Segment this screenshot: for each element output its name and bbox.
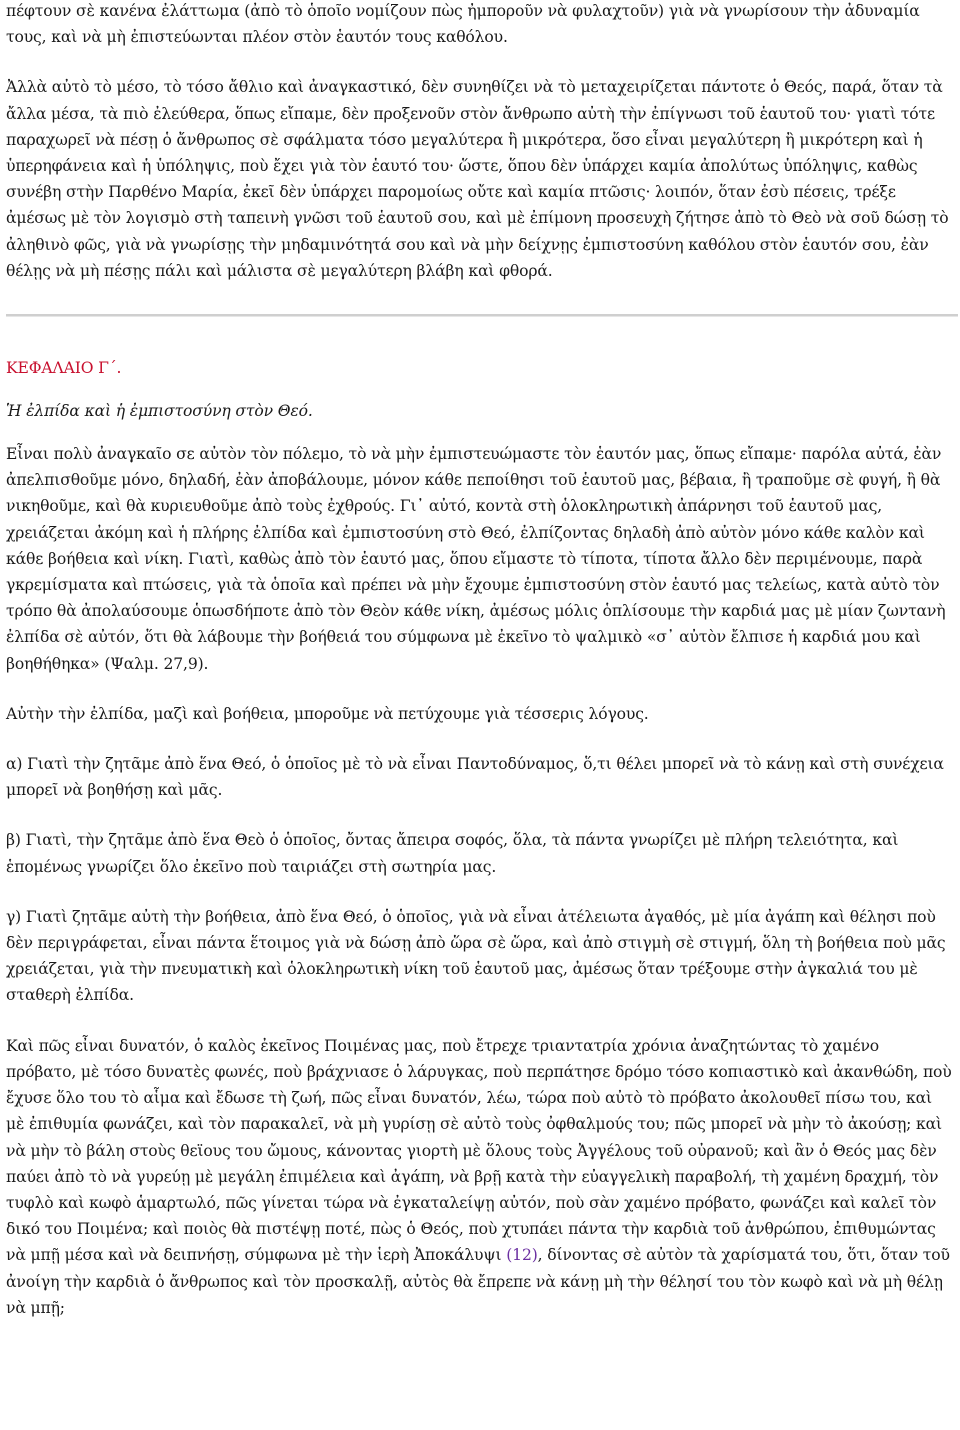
chapter-heading: ΚΕΦΑΛΑΙΟ Γ΄.	[6, 359, 122, 378]
reason-b: β) Γιατὶ, τὴν ζητᾶμε ἀπὸ ἕνα Θεὸ ὁ ὁποῖος, ὄντας ἄπειρα σοφός, ὅλα, τὰ πάντα γνωρίζει μὲ πλήρη τελειότητα, καὶ ἑπομένως γνωρίζει ὅλο ἐκεῖνο ποὺ ταιριάζει στὴ σωτηρία μας.	[6, 831, 899, 876]
paragraph-four-reasons: Αὐτὴν τὴν ἐλπίδα, μαζὶ καὶ βοήθεια, μποροῦμε νὰ πετύχουμε γιὰ τέσσερις λόγους.	[6, 704, 649, 723]
shepherd-text-end: , δίνοντας σὲ αὐτὸν τὰ χαρίσματά του, ὅτι, ὅταν τοῦ ἀνοίγη τὴν καρδιὰ ὁ ἄνθρωπος καὶ τὸν προσκαλῇ, αὐτὸς θὰ ἔπρεπε νὰ κάνῃ μὴ τὴν θέλησί του τὸν κωφὸ καὶ νὰ μὴ θέλῃ νὰ μπῇ;	[6, 1246, 950, 1317]
reason-c: γ) Γιατὶ ζητᾶμε αὐτὴ τὴν βοήθεια, ἀπὸ ἕνα Θεό, ὁ ὁποῖος, γιὰ νὰ εἶναι ἀτέλειωτα ἀγαθός, μὲ μία ἀγάπη καὶ θέλησι ποὺ δὲν περιγράφεται, εἶναι πάντα ἕτοιμος γιὰ νὰ δώσῃ ἀπὸ ὥρα σὲ ὥρα, καὶ ἀπὸ στιγμὴ σὲ στιγμή, ὅλη τὴ βοήθεια ποὺ μᾶς χρειάζεται, γιὰ τὴν πνευματικὴ καὶ ὁλοκληρωτικὴ νίκη τοῦ ἑαυτοῦ μας, ἀμέσως ὅταν τρέξουμε στὴν ἀγκαλιά του μὲ σταθερὴ ἐλπίδα.	[6, 907, 946, 1005]
paragraph-good-shepherd	[6, 1033, 952, 1321]
section-divider	[6, 314, 958, 317]
footnote-link-12[interactable]: (12)	[506, 1246, 538, 1265]
shepherd-text-start: Καὶ πῶς εἶναι δυνατόν, ὁ καλὸς ἐκεῖνος Ποιμένας μας, ποὺ ἔτρεχε τριαντατρία χρόνια ἀναζητώντας τὸ χαμένο πρόβατο, μὲ τόσο δυνατὲς φωνές, ποὺ βράχνιασε ὁ λάρυγκας, ποὺ περπάτησε δρόμο τόσο κοπιαστικὸ καὶ ἀκανθώδη, ποὺ ἔχυσε ὅλο του τὸ αἷμα καὶ ἔδωσε τὴ ζωή, πῶς εἶναι δυνατόν, λέω, τώρα ποὺ αὐτὸ τὸ πρόβατο ἀκολουθεῖ πίσω του, καὶ μὲ ἐπιθυμία φωνάζει, καὶ τὸν παρακαλεῖ, νὰ μὴ γυρίσῃ σὲ αὐτὸ τοὺς ὀφθαλμούς του; πῶς μπορεῖ νὰ μὴν τὸ ἀκούσῃ; καὶ νὰ μὴν τὸ βάλη στοὺς θεϊους του ὤμους, κάνοντας γιορτὴ μὲ ὅλους τοὺς Ἀγγέλους τοῦ οὐρανοῦ; καὶ ἂν ὁ Θεός μας δὲν παύει ἀπὸ τὸ νὰ γυρεύῃ μὲ μεγάλη ἐπιμέλεια καὶ ἀγάπη, νὰ βρῇ κατὰ τὴν εὐαγγελικὴ παραβολή, τὴ χαμένη δραχμή, τὸν τυφλὸ καὶ κωφὸ ἁμαρτωλό, πῶς γίνεται τώρα νὰ ἐγκαταλείψῃ αὐτόν, ποὺ σὰν χαμένο πρόβατο, φωνάζει καὶ καλεῖ τὸν δικό του Ποιμένα; καὶ ποιὸς θὰ πιστέψῃ ποτέ, πὼς ὁ Θεός, ποὺ χτυπάει πάντα τὴν καρδιὰ τοῦ ἀνθρώπου, ἐπιθυμώντας νὰ μπῇ μέσα καὶ νὰ δειπνήσῃ, σύμφωνα μὲ τὴν ἱερὴ Ἀποκάλυψι	[6, 1036, 952, 1265]
paragraph-hope-necessity: Εἶναι πολὺ ἀναγκαῖο σε αὐτὸν τὸν πόλεμο, τὸ νὰ μὴν ἐμπιστευώμαστε τὸν ἑαυτόν μας, ὅπως εἴπαμε· παρόλα αὐτά, ἐὰν ἀπελπισθοῦμε μόνο, δηλαδή, ἐὰν ἀποβάλουμε, μόνον κάθε πεποίθησι τοῦ ἑαυτοῦ μας, βέβαια, ἢ τραποῦμε σὲ φυγή, ἢ θὰ νικηθοῦμε, καὶ θὰ κυριευθοῦμε ἀπὸ τοὺς ἐχθρούς. Γι᾽ αὐτό, κοντὰ στὴ ὁλοκληρωτικὴ ἀπάρνησι τοῦ ἑαυτοῦ μας, χρειάζεται ἀκόμη καὶ ἡ πλήρης ἐλπίδα καὶ ἐμπιστοσύνη στὸ Θεό, ἐλπίζοντας δηλαδὴ ἀπὸ αὐτὸν μόνο κάθε καλὸν καὶ κάθε βοήθεια καὶ νίκη. Γιατὶ, καθὼς ἀπὸ τὸν ἑαυτό μας, ὅπου εἴμαστε τὸ τίποτα, τίποτα ἄλλο δὲν περιμένουμε, παρὰ γκρεμίσματα καὶ πτώσεις, γιὰ τὰ ὁποῖα καὶ πρέπει νὰ μὴν ἔχουμε ἐμπιστοσύνη στὸν ἑαυτό μας τελείως, κατὰ αὐτὸ τὸν τρόπο θὰ ἀπολαύσουμε ὁπωσδήποτε ἀπὸ τὸν Θεὸν κάθε νίκη, ἀμέσως μόλις ὁπλίσουμε τὴν καρδιά μας μὲ μίαν ζωντανὴ ἐλπίδα σὲ αὐτόν, ὅτι θὰ λάβουμε τὴν βοήθειά του σύμφωνα μὲ ἐκεῖνο τὸ ψαλμικὸ «σ᾽ αὐτὸν ἔλπισε ἡ καρδιά μου καὶ βοηθήθηκα» (Ψαλμ. 27,9).	[6, 445, 946, 673]
reason-a: α) Γιατὶ τὴν ζητᾶμε ἀπὸ ἕνα Θεό, ὁ ὁποῖος μὲ τὸ νὰ εἶναι Παντοδύναμος, ὅ,τι θέλει μπορεῖ νὰ τὸ κάνῃ καὶ στὴ συνέχεια μπορεῖ νὰ βοηθήσῃ καὶ μᾶς.	[6, 755, 944, 800]
paragraph-top: πέφτουν σὲ κανένα ἐλάττωμα (ἀπὸ τὸ ὁποῖο νομίζουν πὼς ἠμποροῦν νὰ φυλαχτοῦν) γιὰ νὰ γνωρίσουν τὴν ἀδυναμία τους, καὶ νὰ μὴ ἐπιστεύωνται πλέον στὸν ἑαυτόν τους καθόλου.	[6, 2, 920, 47]
paragraph-means-of-fall: Ἀλλὰ αὐτὸ τὸ μέσο, τὸ τόσο ἄθλιο καὶ ἀναγκαστικό, δὲν συνηθίζει νὰ τὸ μεταχειρίζεται πάντοτε ὁ Θεός, παρά, ὅταν τὰ ἄλλα μέσα, τὰ πιὸ ἐλεύθερα, ὅπως εἴπαμε, δὲν προξενοῦν στὸν ἄνθρωπο αὐτὴ τὴν ἐπίγνωσι τοῦ ἑαυτοῦ του· γιατὶ τότε παραχωρεῖ νὰ πέσῃ ὁ ἄνθρωπος σὲ σφάλματα τόσο μεγαλύτερα ἢ μικρότερα, ὅσο εἶναι μεγαλύτερη ἢ μικρότερη καὶ ἡ ὑπερηφάνεια καὶ ἡ ὑπόληψις, ποὺ ἔχει γιὰ τὸν ἑαυτό του· ὥστε, ὅπου δὲν ὑπάρχει καμία ἀπολύτως ὑπόληψις, καθὼς συνέβη στὴν Παρθένο Μαρία, ἐκεῖ δὲν ὑπάρχει παρομοίως οὔτε καὶ καμία πτῶσις· λοιπόν, ὅταν ἐσὺ πέσεις, τρέξε ἀμέσως μὲ τὸν λογισμὸ στὴ ταπεινὴ γνῶσι τοῦ ἑαυτοῦ σου, καὶ μὲ ἐπίμονη προσευχὴ ζήτησε ἀπὸ τὸ Θεὸ νὰ σοῦ δώσῃ τὸ ἀληθινὸ φῶς, γιὰ νὰ γνωρίσῃς τὴν μηδαμινότητά σου καὶ νὰ μὴν δείχνῃς ἐμπιστοσύνη καθόλου στὸν ἑαυτόν σου, ἐὰν θέλῃς νὰ μὴ πέσῃς πάλι καὶ μάλιστα σὲ μεγαλύτερη βλάβη καὶ φθορά.	[6, 78, 949, 280]
chapter-subtitle: Ἡ ἐλπίδα καὶ ἡ ἐμπιστοσύνη στὸν Θεό.	[6, 402, 313, 421]
